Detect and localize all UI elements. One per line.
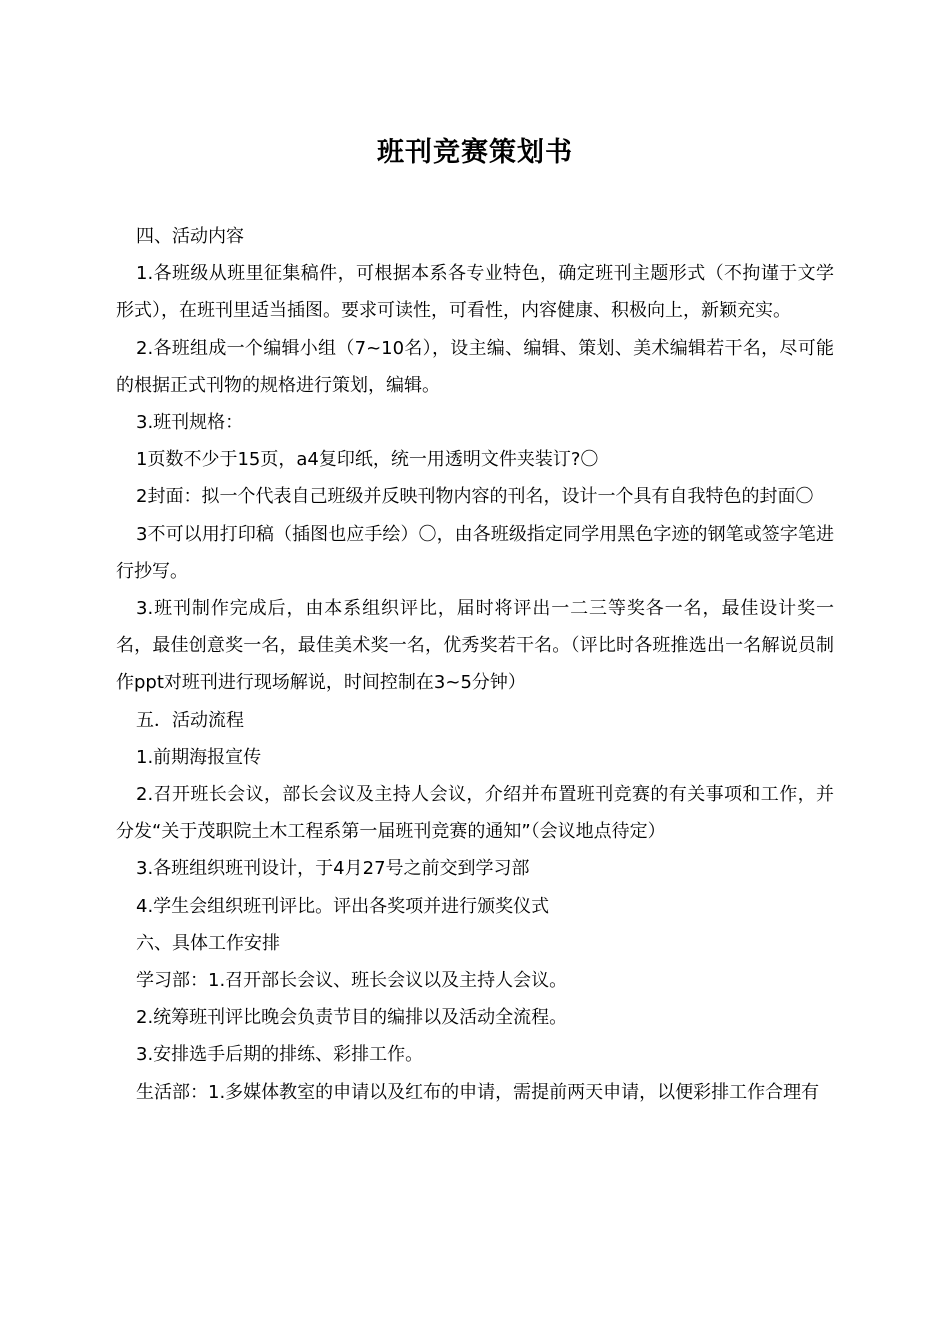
paragraph-poster-promotion: 1.前期海报宣传 [136,746,262,768]
document-body [116,218,834,1111]
paragraph-life-dept-application: 生活部：1.多媒体教室的申请以及红布的申请，需提前两天申请，以便彩排工作合理有 [136,1081,820,1103]
paragraph-editorial-team: 2.各班组成一个编辑小组（7~10名），设主编、编辑、策划、美术编辑若干名，尽可能的根据正式刊物的规格进行策划，编辑。 [116,337,834,396]
paragraph-specifications-heading: 3.班刊规格： [136,412,244,434]
section-heading-activity-content: 四、活动内容 [136,226,244,247]
paragraph-student-union-evaluation: 4.学生会组织班刊评比。评出各奖项并进行颁奖仪式 [136,895,550,917]
paragraph-spec-pages: 1页数不少于15页，a4复印纸，统一用透明文件夹装订?〇 [136,449,599,471]
section-heading-work-arrangement: 六、具体工作安排 [136,932,280,954]
paragraph-evaluation: 3.班刊制作完成后，由本系组织评比，届时将评出一二三等奖各一名，最佳设计奖一名，最佳创意奖一名，最佳美术奖一名，优秀奖若干名。（评比时各班推选出一名解说员制作ppt对班刊进行现场解说，时间控制在3~5分钟） [116,598,834,694]
paragraph-collect-manuscripts: 1.各班级从班里征集稿件，可根据本系各专业特色，确定班刊主题形式（不拘谨于文学形式），在班刊里适当插图。要求可读性，可看性，内容健康、积极向上，新颖充实。 [116,263,834,322]
paragraph-spec-handwritten: 3不可以用打印稿（插图也应手绘）〇，由各班级指定同学用黑色字迹的钢笔或签字笔进行抄写。 [116,523,834,582]
paragraph-class-design: 3.各班组织班刊设计，于4月27号之前交到学习部 [136,858,530,880]
paragraph-study-dept-program: 2.统筹班刊评比晚会负责节目的编排以及活动全流程。 [136,1007,568,1029]
paragraph-study-dept-meetings: 学习部：1.召开部长会议、班长会议以及主持人会议。 [136,970,568,992]
paragraph-meetings: 2.召开班长会议，部长会议及主持人会议，介绍并布置班刊竞赛的有关事项和工作，并分发“关于茂职院土木工程系第一届班刊竞赛的通知”（会议地点待定） [116,784,834,843]
paragraph-study-dept-rehearsal: 3.安排选手后期的排练、彩排工作。 [136,1044,424,1066]
document-title: 班刊竞赛策划书 [377,137,573,168]
section-heading-activity-process: 五．活动流程 [136,709,244,731]
paragraph-spec-cover: 2封面：拟一个代表自己班级并反映刊物内容的刊名，设计一个具有自我特色的封面〇 [136,486,814,508]
